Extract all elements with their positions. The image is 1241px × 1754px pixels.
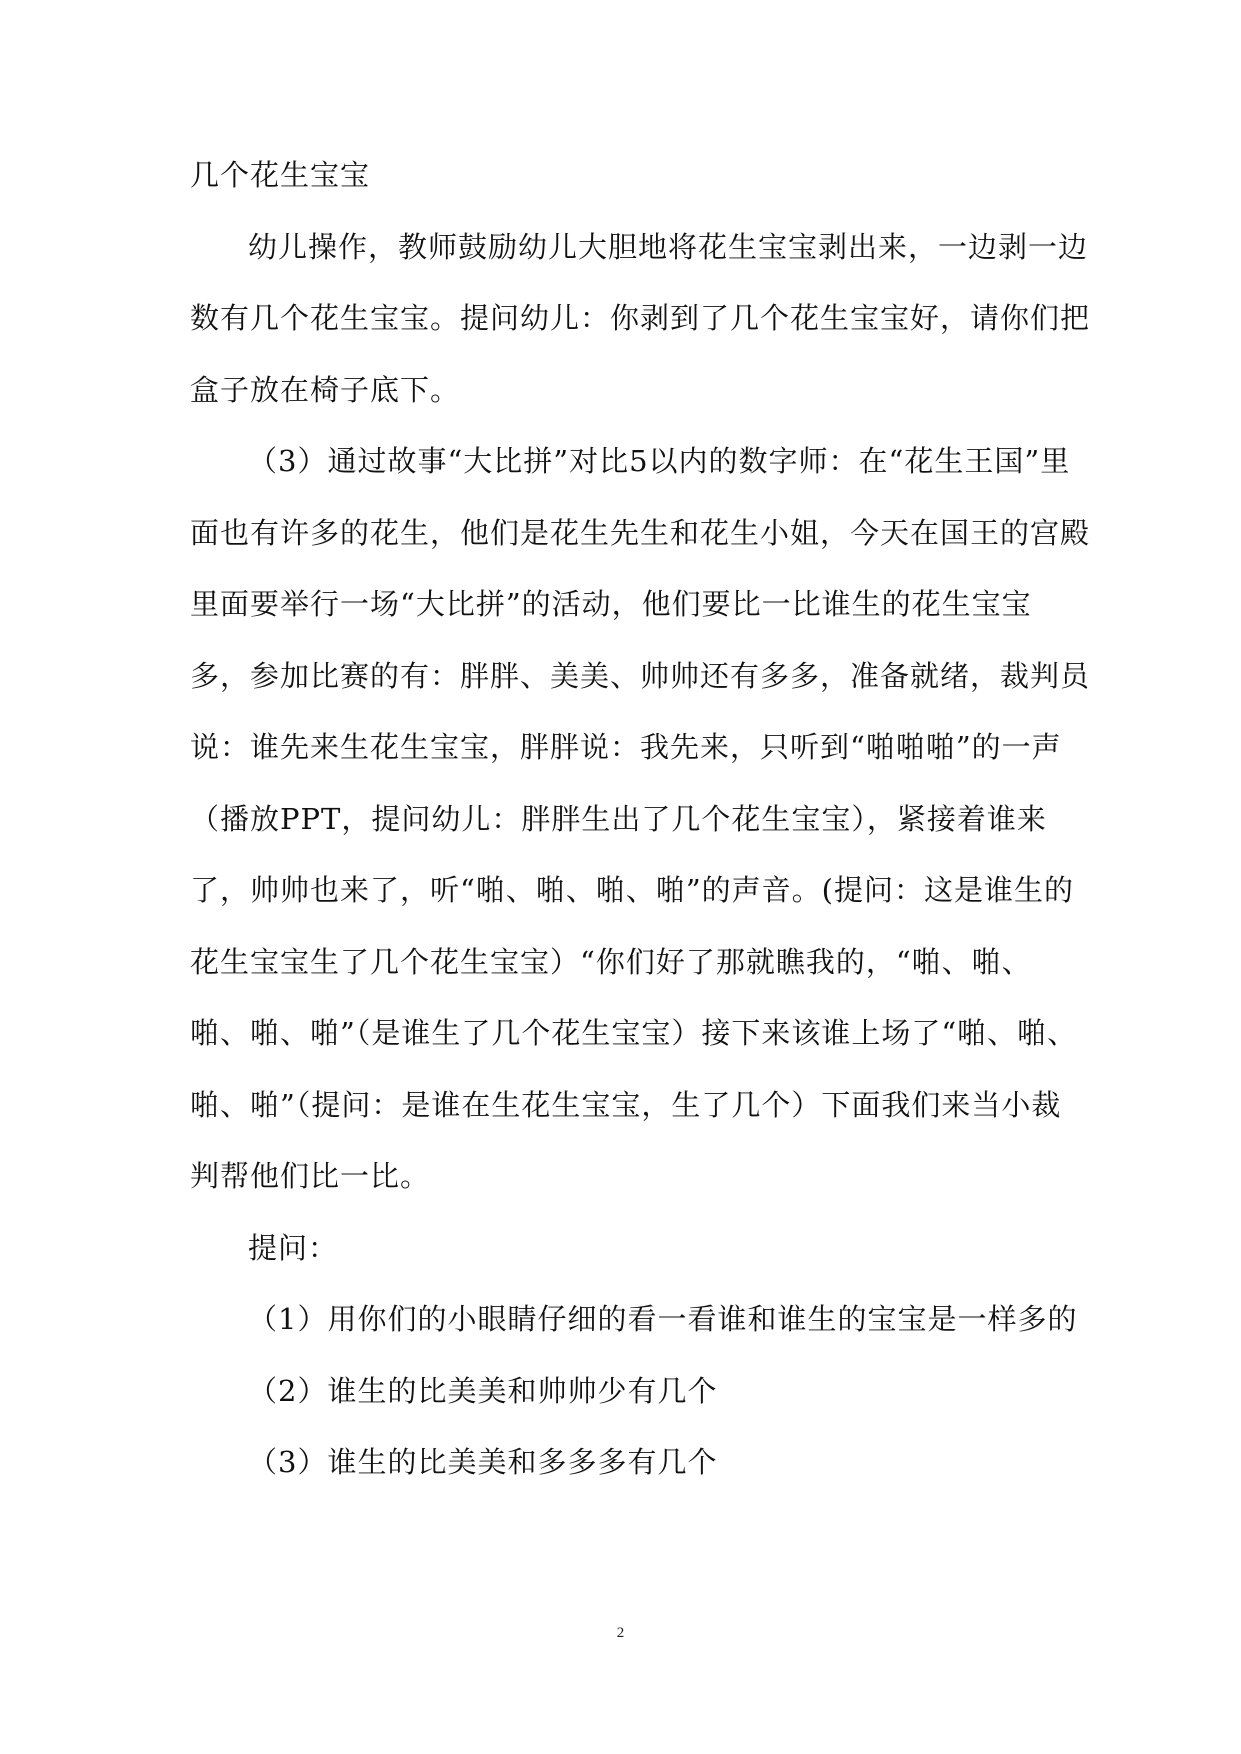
question-item-1: （1）用你们的小眼睛仔细的看一看谁和谁生的宝宝是一样多的 [248,1302,1078,1336]
question-item-2: （2）谁生的比美美和帅帅少有几个 [248,1373,718,1408]
paragraph-story: （3）通过故事“大比拼”对比5以内的数字师：在“花生王国”里面也有许多的花生，他们是花生先生和花生小姐，今天在国王的宫殿里面要举行一场“大比拼”的活动，他们要比一比谁生的花生宝宝多，参加比赛的有：胖胖、美美、帅帅还有多多，准备就绪，裁判员说：谁先来生花生宝宝，胖胖说：我先来，只听到“啪啪啪”的一声（播放PPT，提问幼儿：胖胖生出了几个花生宝宝），紧接着谁来了，帅帅也来了，听“啪、啪、啪、啪”的声音。(提问：这是谁生的花生宝宝生了几个花生宝宝）“你们好了那就瞧我的，“啪、啪、啪、啪、啪”（是谁生了几个花生宝宝）接下来该谁上场了“啪、啪、啪、啪”（提问：是谁在生花生宝宝，生了几个）下面我们来当小裁判帮他们比一比。 [190,444,1091,1193]
paragraph-continuation: 几个花生宝宝 [190,158,371,192]
body-text [190,140,1090,1499]
paragraph-question-heading: 提问： [248,1230,339,1265]
page-number: 2 [616,1625,625,1641]
question-item-3: （3）谁生的比美美和多多多有几个 [248,1445,718,1479]
paragraph-operation: 幼儿操作，教师鼓励幼儿大胆地将花生宝宝剥出来，一边剥一边数有几个花生宝宝。提问幼儿：你剥到了几个花生宝宝好，请你们把盒子放在椅子底下。 [190,229,1091,407]
